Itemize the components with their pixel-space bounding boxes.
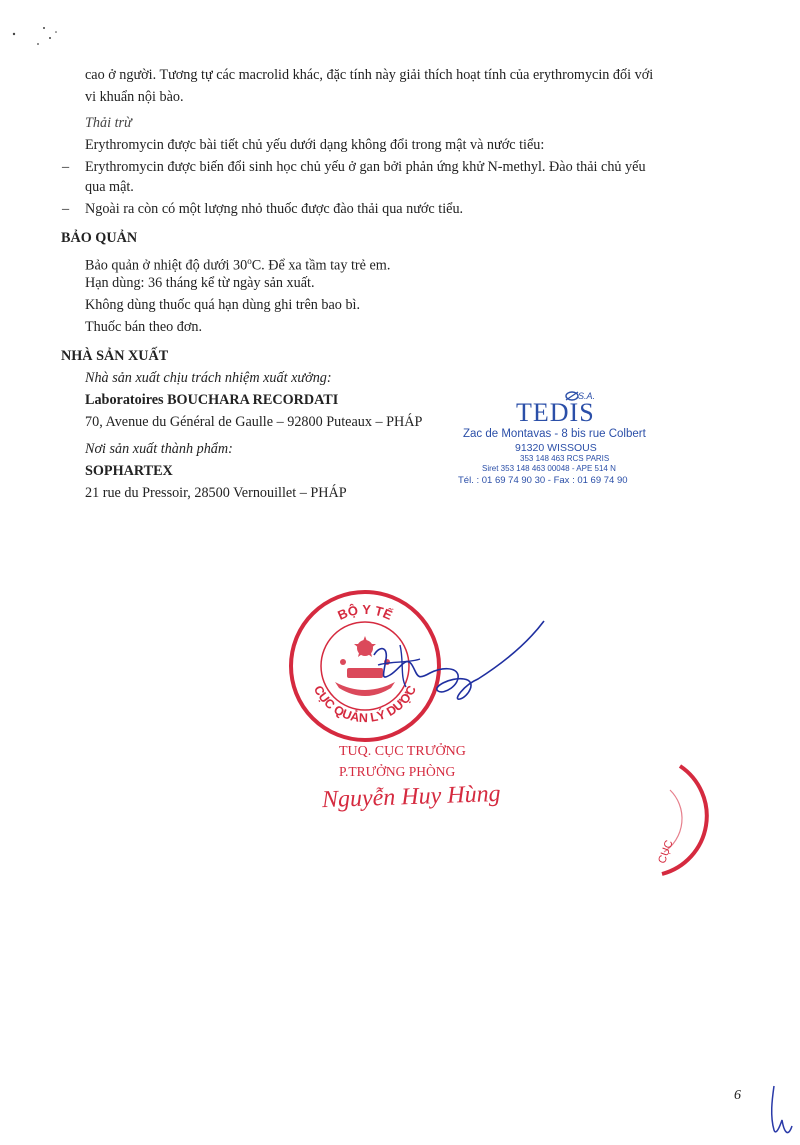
bullet-text: qua mật. — [85, 179, 134, 195]
storage-line: Thuốc bán theo đơn. — [85, 319, 203, 335]
manufacturer-responsible-name: Laboratoires BOUCHARA RECORDATI — [85, 392, 339, 408]
manufacturer-finished-address: 21 rue du Pressoir, 28500 Vernouillet – PHÁP — [85, 485, 347, 501]
storage-temp-text: Bảo quản ở nhiệt độ dưới 30 — [85, 257, 248, 274]
bullet-text: Erythromycin được biến đổi sinh học chủ yếu ở gan bởi phản ứng khử N-methyl. Đào thải chủ yếu — [85, 159, 646, 175]
manufacturer-finished-label: Nơi sản xuất thành phẩm: — [85, 441, 233, 457]
section-heading-bao-quan: BẢO QUẢN — [61, 230, 138, 246]
storage-line: Hạn dùng: 36 tháng kể từ ngày sản xuất. — [85, 275, 315, 291]
seal-title-2: P.TRƯỞNG PHÒNG — [339, 764, 456, 779]
page-number: 6 — [734, 1088, 741, 1103]
tedis-rcs: 353 148 463 RCS PARIS — [520, 454, 610, 463]
bullet-dash: – — [62, 159, 70, 175]
thai-tru-intro: Erythromycin được bài tiết chủ yếu dưới dạng không đổi trong mật và nước tiểu: — [85, 137, 545, 153]
section-subheading-thai-tru: Thải trừ — [85, 115, 132, 131]
tedis-phone-fax: Tél. : 01 69 74 90 30 - Fax : 01 69 74 90 — [458, 475, 628, 486]
tedis-name: TEDIS — [516, 398, 595, 427]
storage-line — [85, 252, 390, 275]
scan-specks — [8, 20, 68, 60]
seal-top-text: BỘ Y TẾ — [335, 601, 395, 623]
storage-temp-suffix: C. Để xa tầm tay trẻ em. — [251, 257, 391, 274]
tedis-address-line: Zac de Montavas - 8 bis rue Colbert — [463, 428, 646, 440]
body-paragraph-line: vi khuẩn nội bào. — [85, 89, 184, 105]
signatory-name: Nguyễn Huy Hùng — [321, 780, 502, 814]
storage-line: Không dùng thuốc quá hạn dùng ghi trên bao bì. — [85, 297, 361, 313]
section-heading-nha-san-xuat: NHÀ SẢN XUẤT — [61, 348, 169, 364]
bullet-dash: – — [62, 201, 70, 217]
seal-bottom-text: CỤC QUẢN LÝ DƯỢC — [310, 683, 420, 726]
partial-seal-text: CỤC — [656, 838, 676, 866]
manufacturer-responsible-address: 70, Avenue du Général de Gaulle – 92800 Puteaux – PHÁP — [85, 414, 423, 430]
signature — [360, 615, 550, 715]
manufacturer-responsible-label: Nhà sản xuất chịu trách nhiệm xuất xưởng: — [85, 370, 332, 386]
tedis-city: 91320 WISSOUS — [515, 442, 597, 454]
degree-sup: o — [247, 256, 252, 266]
seal-title-1: TUQ. CỤC TRƯỞNG — [339, 744, 466, 759]
initials-mark — [762, 1080, 796, 1142]
tedis-siret: Siret 353 148 463 00048 - APE 514 N — [482, 464, 616, 473]
partial-seal-icon — [640, 760, 710, 880]
tedis-sa: S.A. — [578, 391, 596, 401]
body-paragraph-line: cao ở người. Tương tự các macrolid khác, đặc tính này giải thích hoạt tính của erythromycin đối với — [85, 67, 654, 83]
manufacturer-finished-name: SOPHARTEX — [85, 463, 173, 479]
bullet-text: Ngoài ra còn có một lượng nhỏ thuốc được đào thải qua nước tiểu. — [85, 201, 464, 217]
